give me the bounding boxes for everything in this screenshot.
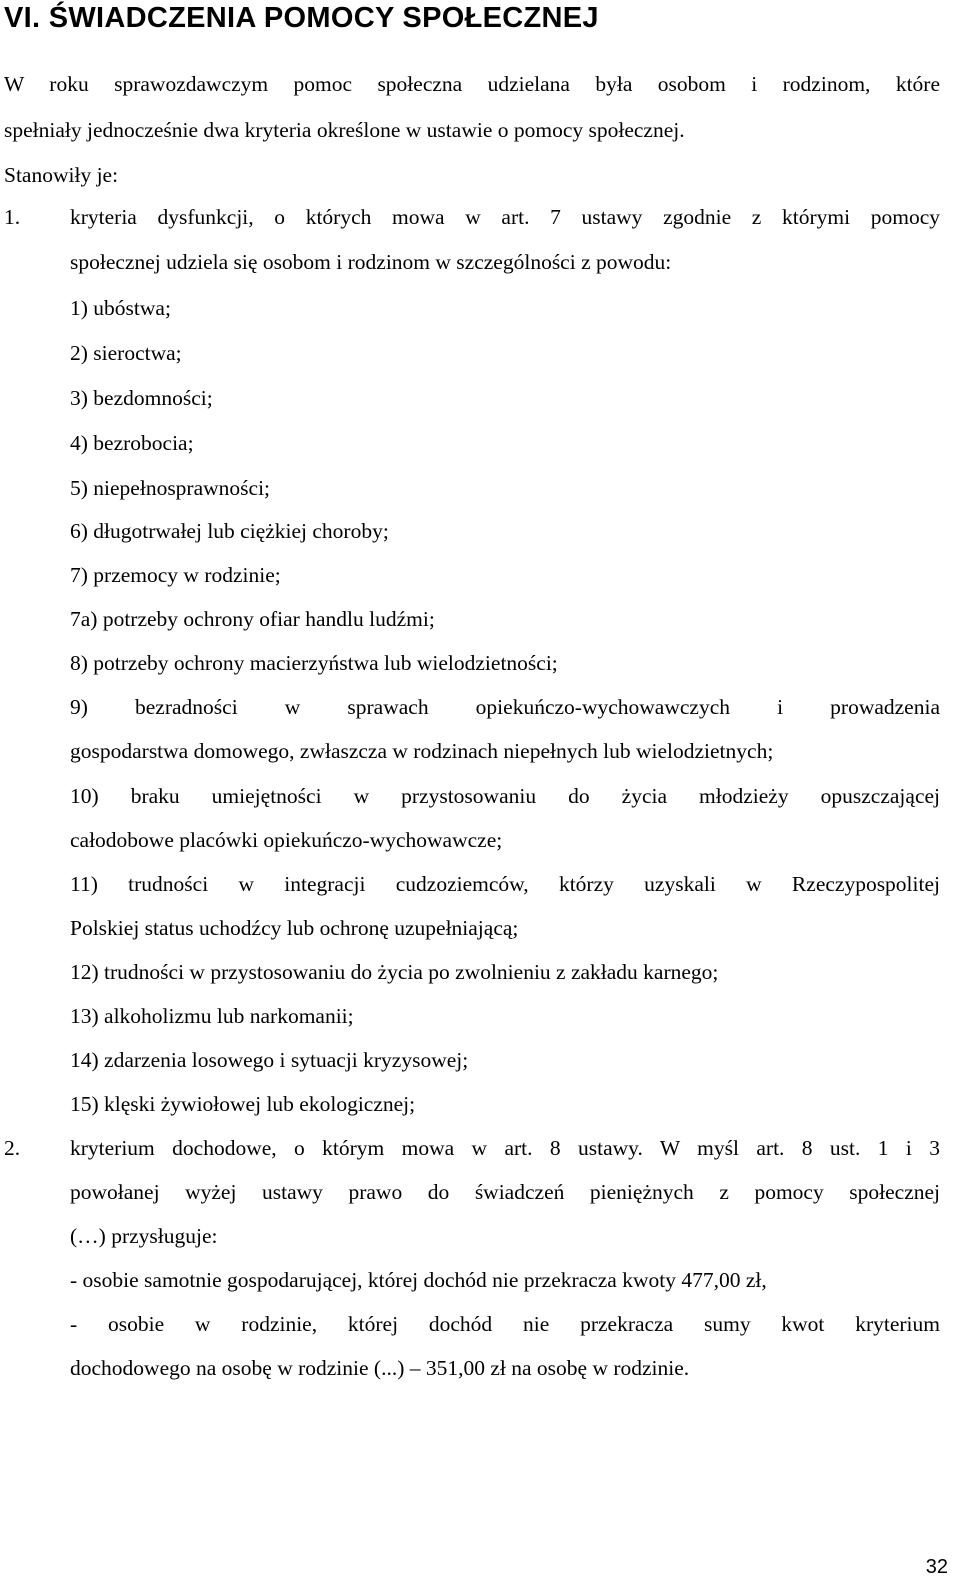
list-item-12: 12) trudności w przystosowaniu do życia po zwolnieniu z zakładu karnego; [70,960,719,984]
list-item-4: 4) bezrobocia; [70,431,194,455]
list-item-3: 3) bezdomności; [70,386,213,410]
intro-line-2: spełniały jednocześnie dwa kryteria określone w ustawie o pomocy społecznej. [4,118,685,142]
criterion-2-line-6: dochodowego na osobę w rodzinie (...) – 351,00 zł na osobę w rodzinie. [70,1356,690,1380]
list-item-8: 8) potrzeby ochrony macierzyństwa lub wielodzietności; [70,651,558,675]
criterion-2-line-5: - osobie w rodzinie, której dochód nie przekracza sumy kwot kryterium [70,1312,940,1336]
intro-line-3: Stanowiły je: [4,163,119,187]
list-item-11-line-1: 11) trudności w integracji cudzoziemców, którzy uzyskali w Rzeczypospolitej [70,872,940,896]
list-item-11-line-2: Polskiej status uchodźcy lub ochronę uzupełniającą; [70,916,519,940]
section-heading: VI. ŚWIADCZENIA POMOCY SPOŁECZNEJ [4,2,599,34]
criterion-1-line-1: kryteria dysfunkcji, o których mowa w art. 7 ustawy zgodnie z którymi pomocy [70,205,940,229]
criterion-2-line-1: kryterium dochodowe, o którym mowa w art. 8 ustawy. W myśl art. 8 ust. 1 i 3 [70,1136,940,1160]
list-item-14: 14) zdarzenia losowego i sytuacji kryzysowej; [70,1048,469,1072]
list-item-2: 2) sieroctwa; [70,341,182,365]
criterion-1-number: 1. [4,205,21,229]
list-item-10-line-1: 10) braku umiejętności w przystosowaniu do życia młodzieży opuszczającej [70,784,940,808]
list-item-10-line-2: całodobowe placówki opiekuńczo-wychowawcze; [70,828,503,852]
criterion-2-line-4: - osobie samotnie gospodarującej, której dochód nie przekracza kwoty 477,00 zł, [70,1268,767,1292]
list-item-7: 7) przemocy w rodzinie; [70,563,281,587]
criterion-2-line-2: powołanej wyżej ustawy prawo do świadczeń pieniężnych z pomocy społecznej [70,1180,940,1204]
list-item-9-line-1: 9) bezradności w sprawach opiekuńczo-wychowawczych i prowadzenia [70,695,940,719]
list-item-6: 6) długotrwałej lub ciężkiej choroby; [70,519,389,543]
list-item-15: 15) klęski żywiołowej lub ekologicznej; [70,1092,416,1116]
list-item-9-line-2: gospodarstwa domowego, zwłaszcza w rodzinach niepełnych lub wielodzietnych; [70,739,774,763]
page-number: 32 [925,1556,948,1578]
list-item-13: 13) alkoholizmu lub narkomanii; [70,1004,354,1028]
intro-line-1: W roku sprawozdawczym pomoc społeczna udzielana była osobom i rodzinom, które [4,72,940,96]
criterion-2-number: 2. [4,1136,21,1160]
criterion-1-line-2: społecznej udziela się osobom i rodzinom w szczególności z powodu: [70,250,672,274]
list-item-5: 5) niepełnosprawności; [70,476,271,500]
list-item-1: 1) ubóstwa; [70,296,171,320]
criterion-2-line-3: (…) przysługuje: [70,1224,218,1248]
list-item-7a: 7a) potrzeby ochrony ofiar handlu ludźmi; [70,607,435,631]
